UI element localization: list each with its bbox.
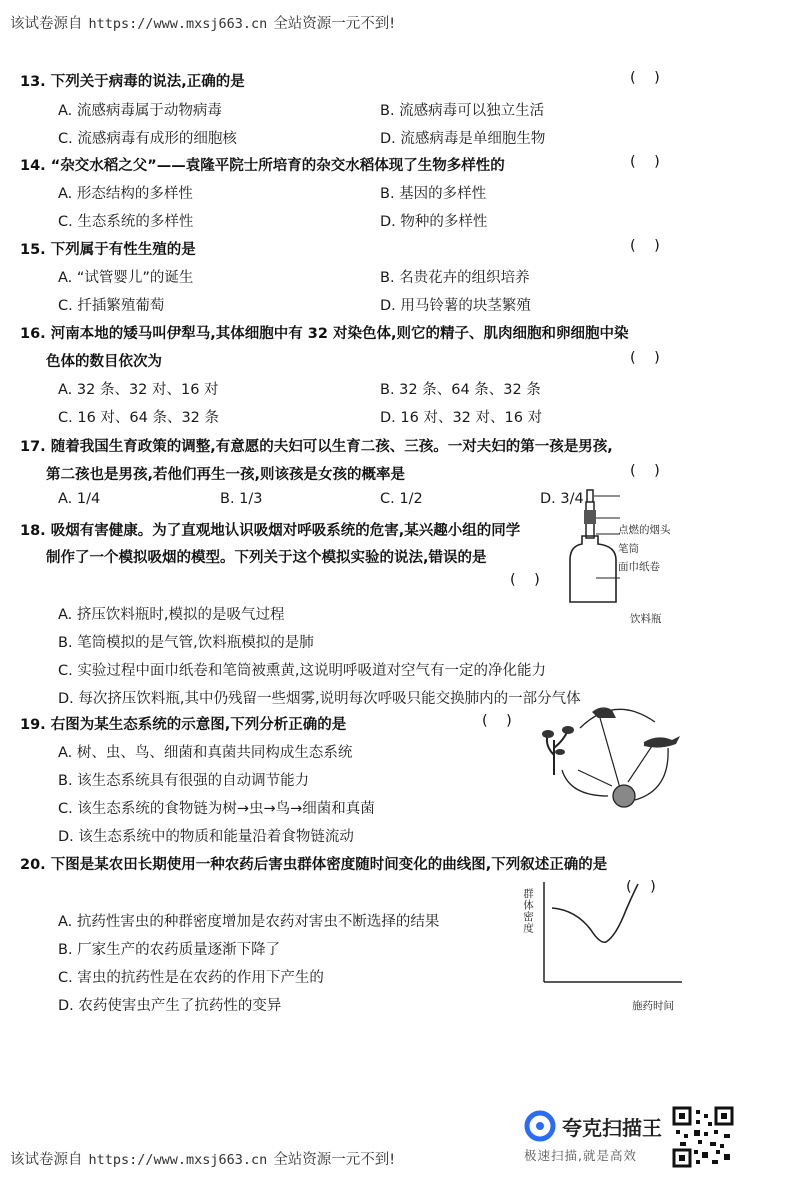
q18-option-c: C. 实验过程中面巾纸卷和笔筒被熏黄,这说明呼吸道对空气有一定的净化能力 [58, 663, 546, 679]
answer-blank-18: ( ) [510, 572, 540, 588]
answer-blank-19: ( ) [482, 713, 512, 729]
bird-icon [644, 736, 680, 748]
question-14-stem: 14. “杂交水稻之父”——袁隆平院士所培育的杂交水稻体现了生物多样性的 [20, 158, 505, 174]
page-header [10, 12, 395, 33]
leaf-icon [542, 730, 554, 738]
q17-option-c: C. 1/2 [380, 491, 423, 507]
q17-option-b: B. 1/3 [220, 491, 263, 507]
question-19-stem: 19. 右图为某生态系统的示意图,下列分析正确的是 [20, 717, 347, 733]
density-curve-figure [536, 880, 686, 990]
q20-option-d: D. 农药使害虫产生了抗药性的变异 [58, 998, 282, 1014]
label-tissue: 面巾纸卷 [618, 561, 660, 573]
cycle-arrow [580, 709, 655, 728]
label-bottle: 饮料瓶 [630, 613, 662, 625]
quark-logo-icon [524, 1110, 556, 1142]
header-url[interactable]: https://www.mxsj663.cn [88, 16, 268, 32]
q16-option-d: D. 16 对、32 对、16 对 [380, 410, 543, 426]
graph-xlabel: 施药时间 [632, 1000, 674, 1012]
page-footer [10, 1148, 395, 1169]
brand-slogan: 极速扫描,就是高效 [524, 1148, 637, 1163]
leaf-icon [562, 726, 574, 734]
q15-option-c: C. 扦插繁殖葡萄 [58, 298, 165, 314]
leaf-icon [555, 749, 565, 755]
q14-option-d: D. 物种的多样性 [380, 214, 488, 230]
q20-option-c: C. 害虫的抗药性是在农药的作用下产生的 [58, 970, 324, 986]
label-cigarette: 点燃的烟头 [618, 524, 671, 536]
q16-option-b: B. 32 条、64 条、32 条 [380, 382, 541, 398]
q15-option-d: D. 用马铃薯的块茎繁殖 [380, 298, 531, 314]
cycle-arrow [635, 748, 668, 800]
q18-option-a: A. 挤压饮料瓶时,模拟的是吸气过程 [58, 607, 285, 623]
label-pen-tube: 笔筒 [618, 543, 639, 555]
q20-option-b: B. 厂家生产的农药质量逐渐下降了 [58, 942, 281, 958]
q15-option-a: A. “试管婴儿”的诞生 [58, 270, 194, 286]
question-17-stem-line2: 第二孩也是男孩,若他们再生一孩,则该孩是女孩的概率是 [46, 467, 406, 483]
ecosystem-figure [540, 700, 690, 815]
density-curve [552, 884, 638, 942]
footer-prefix: 该试卷源自 [10, 1152, 83, 1168]
answer-blank-14: ( ) [630, 154, 660, 170]
q16-option-a: A. 32 条、32 对、16 对 [58, 382, 219, 398]
footer-url[interactable]: https://www.mxsj663.cn [88, 1152, 268, 1168]
footer-suffix: 全站资源一元不到! [273, 1152, 396, 1168]
q17-option-d: D. 3/4 [540, 491, 584, 507]
q13-option-a: A. 流感病毒属于动物病毒 [58, 103, 222, 119]
brand-name: 夸克扫描王 [562, 1116, 662, 1140]
q14-option-b: B. 基因的多样性 [380, 186, 487, 202]
q14-option-c: C. 生态系统的多样性 [58, 214, 194, 230]
flow-arrow [600, 718, 620, 788]
bottle-shape [570, 536, 616, 602]
answer-blank-17: ( ) [630, 463, 660, 479]
question-17-stem: 17. 随着我国生育政策的调整,有意愿的夫妇可以生育二孩、三孩。一对夫妇的第一孩是男孩, [20, 439, 613, 455]
header-prefix: 该试卷源自 [10, 16, 83, 32]
q19-option-c: C. 该生态系统的食物链为树→虫→鸟→细菌和真菌 [58, 801, 375, 817]
graph-ylabel: 群体密度 [522, 888, 534, 934]
q13-option-d: D. 流感病毒是单细胞生物 [380, 131, 546, 147]
question-15-stem: 15. 下列属于有性生殖的是 [20, 242, 196, 258]
q16-option-c: C. 16 对、64 条、32 条 [58, 410, 220, 426]
answer-blank-16: ( ) [630, 350, 660, 366]
q13-option-b: B. 流感病毒可以独立生活 [380, 103, 545, 119]
tissue-shape [584, 510, 596, 524]
question-16-stem-line2: 色体的数目依次为 [46, 354, 162, 370]
q20-option-a: A. 抗药性害虫的种群密度增加是农药对害虫不断选择的结果 [58, 914, 440, 930]
answer-blank-15: ( ) [630, 238, 660, 254]
q13-option-c: C. 流感病毒有成形的细胞核 [58, 131, 237, 147]
q19-option-b: B. 该生态系统具有很强的自动调节能力 [58, 773, 310, 789]
question-13-stem: 13. 下列关于病毒的说法,正确的是 [20, 74, 245, 90]
q18-option-d: D. 每次挤压饮料瓶,其中仍残留一些烟雾,说明每次呼吸只能交换肺内的一部分气体 [58, 691, 581, 707]
question-16-stem: 16. 河南本地的矮马叫伊犁马,其体细胞中有 32 对染色体,则它的精子、肌肉细胞和卵细胞中染 [20, 326, 629, 342]
answer-blank-20: ( ) [626, 879, 656, 895]
question-20-stem: 20. 下图是某农田长期使用一种农药后害虫群体密度随时间变化的曲线图,下列叙述正确的是 [20, 857, 608, 873]
question-18-stem: 18. 吸烟有害健康。为了直观地认识吸烟对呼吸系统的危害,某兴趣小组的同学 [20, 523, 521, 539]
bacteria-fungi-icon [613, 785, 635, 807]
q15-option-b: B. 名贵花卉的组织培养 [380, 270, 530, 286]
q14-option-a: A. 形态结构的多样性 [58, 186, 193, 202]
answer-blank-13: ( ) [630, 70, 660, 86]
qr-code-icon[interactable] [672, 1106, 734, 1168]
question-18-stem-line2: 制作了一个模拟吸烟的模型。下列关于这个模拟实验的说法,错误的是 [46, 550, 487, 566]
q19-option-d: D. 该生态系统中的物质和能量沿着食物链流动 [58, 829, 354, 845]
flow-arrow [578, 770, 612, 786]
q19-option-a: A. 树、虫、鸟、细菌和真菌共同构成生态系统 [58, 745, 353, 761]
q17-option-a: A. 1/4 [58, 491, 101, 507]
q18-option-b: B. 笔筒模拟的是气管,饮料瓶模拟的是肺 [58, 635, 314, 651]
header-suffix: 全站资源一元不到! [273, 16, 396, 32]
